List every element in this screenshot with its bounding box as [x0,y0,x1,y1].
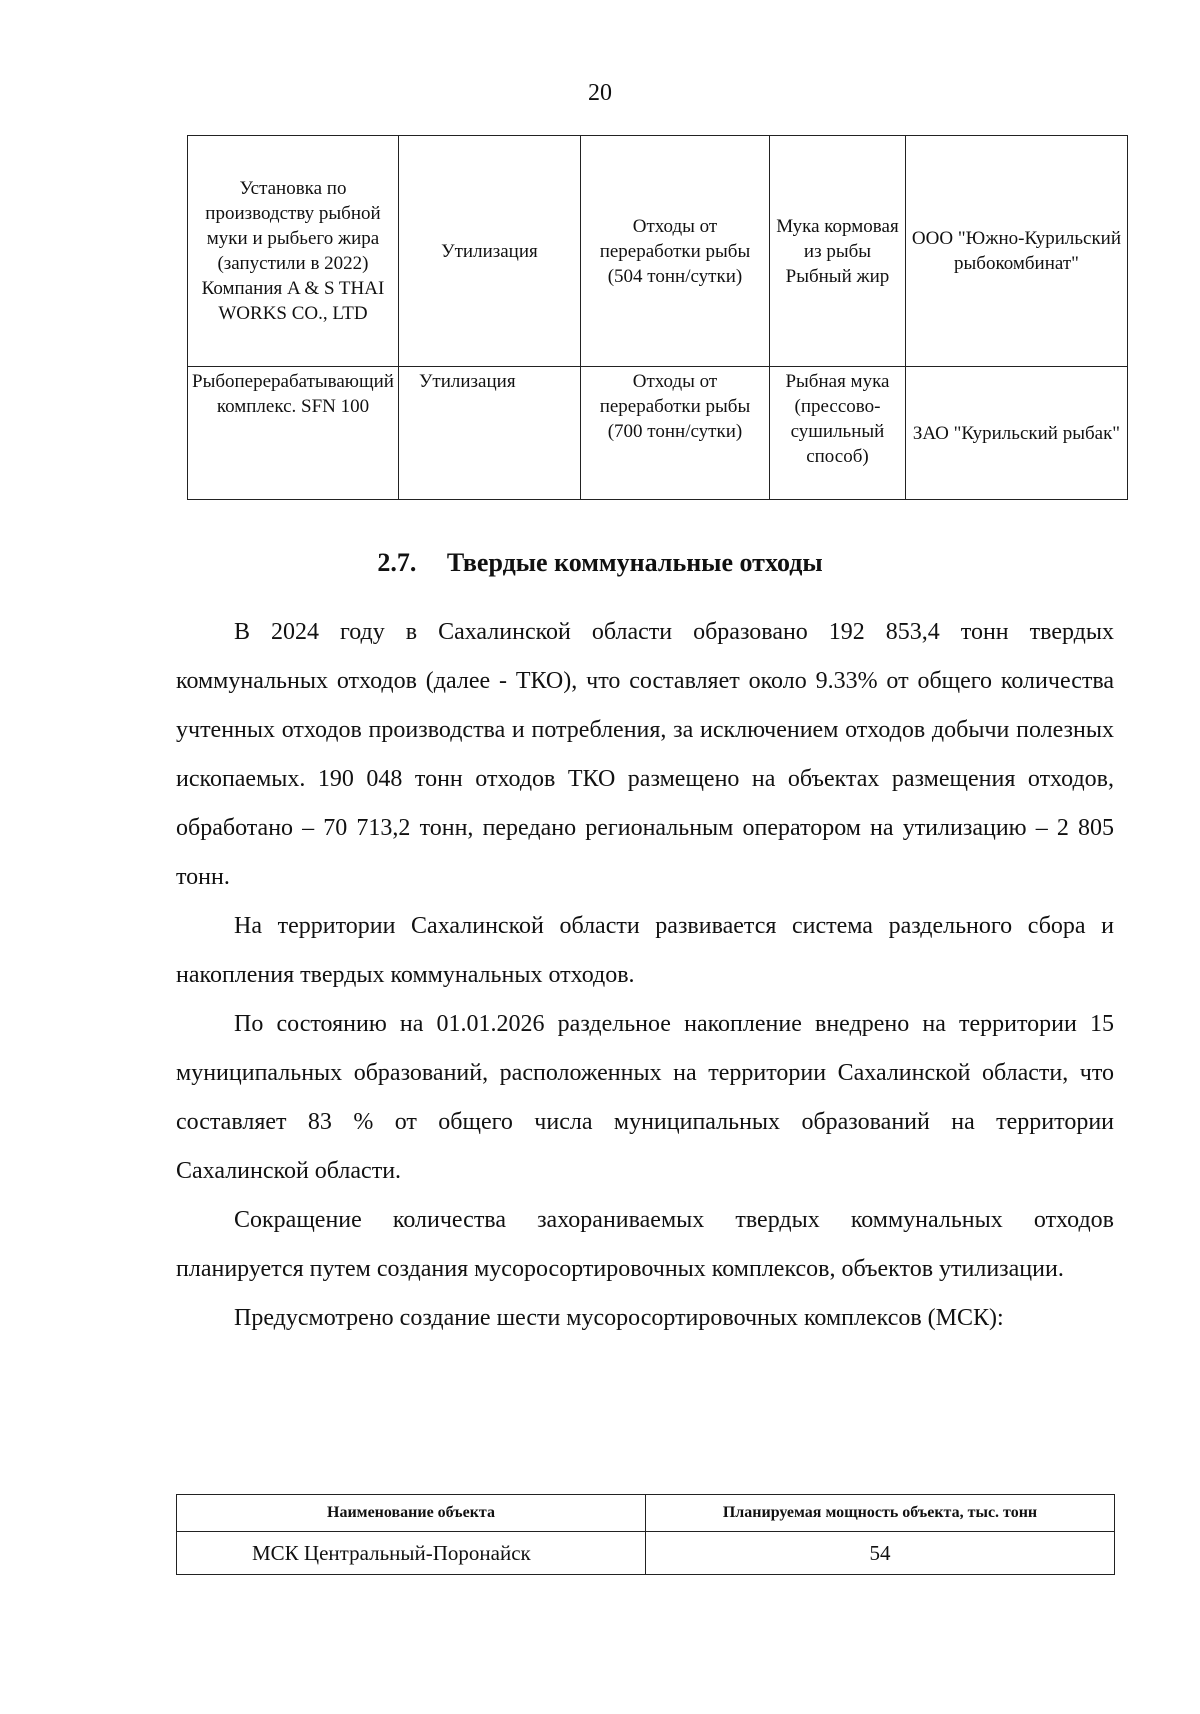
section-heading [0,548,1200,578]
section-number: 2.7. [377,548,417,577]
table-row [188,136,1128,367]
msk-table [176,1494,1115,1575]
cell-product: Рыбная мука (прессово-сушильный способ) [769,367,905,500]
column-header-capacity: Планируемая мощность объекта, тыс. тонн [646,1495,1115,1532]
paragraph: В 2024 году в Сахалинской области образовано 192 853,4 тонн твердых коммунальных отходов (далее - ТКО), что составляет около 9.33% от общего количества учтенных отходов производства и потребления, за исключением отходов добычи полезных ископаемых. 190 048 тонн отходов ТКО размещено на объектах размещения отходов, обработано – 70 713,2 тонн, передано региональным оператором на утилизацию – 2 805 тонн. [176,619,1114,890]
paragraph: Предусмотрено создание шести мусоросортировочных комплексов (МСК): [234,1305,1004,1331]
section-body [176,608,1114,1343]
cell-waste: Отходы от переработки рыбы (504 тонн/сутки) [580,136,769,367]
cell-waste: Отходы от переработки рыбы (700 тонн/сутки) [580,367,769,500]
cell-purpose: Утилизация [398,367,580,500]
facilities-table [187,135,1128,500]
table-header-row [177,1495,1115,1532]
paragraph: Сокращение количества захораниваемых твердых коммунальных отходов планируется путем создания мусоросортировочных комплексов, объектов утилизации. [176,1207,1114,1282]
column-header-name: Наименование объекта [177,1495,646,1532]
table-row [188,367,1128,500]
page-number: 20 [588,80,612,106]
cell-operator: ЗАО "Курильский рыбак" [905,367,1127,500]
cell-capacity: 54 [646,1532,1115,1575]
table-row [177,1532,1115,1575]
cell-name: МСК Центральный-Поронайск [177,1532,646,1575]
paragraph: На территории Сахалинской области развивается система раздельного сбора и накопления твердых коммунальных отходов. [176,913,1114,988]
paragraph: По состоянию на 01.01.2026 раздельное накопление внедрено на территории 15 муниципальных образований, расположенных на территории Сахалинской области, что составляет 83 % от общего числа муниципальных образований на территории Сахалинской области. [176,1011,1114,1184]
section-title: Твердые коммунальные отходы [446,548,823,577]
cell-operator: ООО "Южно-Курильский рыбокомбинат" [905,136,1127,367]
cell-product: Мука кормовая из рыбы Рыбный жир [769,136,905,367]
cell-purpose: Утилизация [398,136,580,367]
cell-object: Рыбоперерабатывающий комплекс. SFN 100 [188,367,399,500]
cell-object: Установка по производству рыбной муки и рыбьего жира (запустили в 2022) Компания A & S THAI WORKS CO., LTD [188,136,399,367]
